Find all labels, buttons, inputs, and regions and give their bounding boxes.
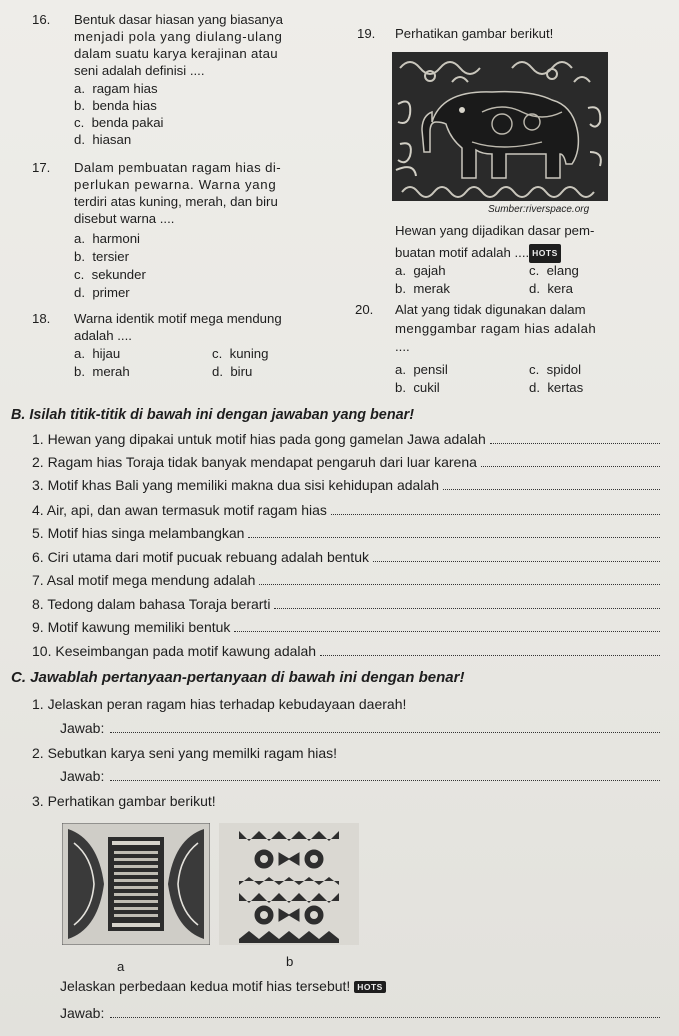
q19-option-d[interactable]: d. kera — [529, 281, 573, 296]
q19-line: buatan motif adalah .... HOTS — [395, 244, 561, 263]
figure-b-label: b — [286, 954, 294, 969]
q20-option-c[interactable]: c. spidol — [529, 362, 582, 377]
fill-item[interactable] — [32, 431, 660, 447]
fill-item[interactable] — [32, 643, 660, 659]
fill-item-text: 5. Motif hias singa melambangkan — [32, 525, 245, 541]
fill-item-text: 2. Ragam hias Toraja tidak banyak mendapat pengaruh dari luar karena — [32, 454, 477, 470]
answer-line[interactable] — [60, 1005, 660, 1021]
section-c-title: C. Jawablah pertanyaan-pertanyaan di bawah ini dengan benar! — [11, 669, 465, 686]
q20-line: .... — [395, 339, 410, 354]
fill-item[interactable] — [32, 572, 660, 588]
answer-blank[interactable] — [274, 596, 660, 609]
answer-blank[interactable] — [110, 768, 660, 781]
q20-option-b[interactable]: b. cukil — [395, 380, 440, 395]
fill-item-text: 1. Hewan yang dipakai untuk motif hias pada gong gamelan Jawa adalah — [32, 431, 486, 447]
hots-badge: HOTS — [529, 244, 561, 263]
answer-line[interactable] — [60, 768, 660, 784]
essay-question-3: 3. Perhatikan gambar berikut! — [32, 793, 216, 809]
q17-line: perlukan pewarna. Warna yang — [74, 177, 277, 192]
answer-label: Jawab: — [60, 1005, 105, 1021]
motif-image-a — [62, 823, 210, 945]
fill-item-text: 9. Motif kawung memiliki bentuk — [32, 619, 231, 635]
q18-number: 18. — [32, 311, 51, 326]
hots-badge: HOTS — [354, 981, 386, 993]
fill-item[interactable] — [32, 596, 660, 612]
q17-option-a[interactable]: a. harmoni — [74, 231, 140, 246]
fill-item[interactable] — [32, 525, 660, 541]
q18-option-a[interactable]: a. hijau — [74, 346, 121, 361]
answer-blank[interactable] — [320, 643, 660, 656]
q17-line: Dalam pembuatan ragam hias di- — [74, 160, 281, 175]
q18-line: adalah .... — [74, 328, 132, 343]
answer-blank[interactable] — [234, 619, 660, 632]
fill-item-text: 6. Ciri utama dari motif pucuak rebuang adalah bentuk — [32, 549, 369, 565]
fill-item[interactable] — [32, 477, 660, 493]
q20-line: Alat yang tidak digunakan dalam — [395, 302, 586, 317]
q19-prompt: Perhatikan gambar berikut! — [395, 26, 554, 41]
answer-blank[interactable] — [110, 1005, 660, 1018]
q19-option-c[interactable]: c. elang — [529, 263, 579, 278]
q16-option-c[interactable]: c. benda pakai — [74, 115, 164, 130]
fill-item-text: 10. Keseimbangan pada motif kawung adalah — [32, 643, 317, 659]
answer-blank[interactable] — [490, 431, 660, 444]
essay-question-2: 2. Sebutkan karya seni yang memilki ragam hias! — [32, 745, 338, 761]
q16-option-d[interactable]: d. hiasan — [74, 132, 132, 147]
q19-line: Hewan yang dijadikan dasar pem- — [395, 223, 595, 238]
q17-option-c[interactable]: c. sekunder — [74, 267, 146, 282]
q16-option-b[interactable]: b. benda hias — [74, 98, 157, 113]
fill-item-text: 3. Motif khas Bali yang memiliki makna dua sisi kehidupan adalah — [32, 477, 439, 493]
motif-image-b — [219, 823, 359, 945]
q17-line: terdiri atas kuning, merah, dan biru — [74, 194, 278, 209]
q20-option-a[interactable]: a. pensil — [395, 362, 448, 377]
fill-item[interactable] — [32, 549, 660, 565]
answer-line[interactable] — [60, 720, 660, 736]
essay-question-3-prompt: Jelaskan perbedaan kedua motif hias tersebut! HOTS — [60, 978, 386, 994]
fill-item-text: 4. Air, api, dan awan termasuk motif ragam hias — [32, 502, 327, 518]
answer-label: Jawab: — [60, 768, 105, 784]
answer-blank[interactable] — [373, 549, 660, 562]
q19-option-a[interactable]: a. gajah — [395, 263, 446, 278]
fill-item-text: 8. Tedong dalam bahasa Toraja berarti — [32, 596, 271, 612]
q18-option-d[interactable]: d. biru — [212, 364, 253, 379]
q18-line: Warna identik motif mega mendung — [74, 311, 282, 326]
answer-blank[interactable] — [331, 502, 660, 515]
fill-item[interactable] — [32, 502, 660, 518]
q16-line: menjadi pola yang diulang-ulang — [74, 29, 283, 44]
answer-blank[interactable] — [481, 454, 660, 467]
answer-label: Jawab: — [60, 720, 105, 736]
q18-option-c[interactable]: c. kuning — [212, 346, 269, 361]
q20-number: 20. — [355, 302, 374, 317]
q17-option-d[interactable]: d. primer — [74, 285, 130, 300]
q16-line: Bentuk dasar hiasan yang biasanya — [74, 12, 283, 27]
q19-image-source: Sumber:riverspace.org — [488, 204, 590, 215]
essay-question-1: 1. Jelaskan peran ragam hias terhadap kebudayaan daerah! — [32, 696, 407, 712]
q16-number: 16. — [32, 12, 51, 27]
figure-a-label: a — [117, 959, 125, 974]
q16-line: seni adalah definisi .... — [74, 63, 205, 78]
q16-option-a[interactable]: a. ragam hias — [74, 81, 158, 96]
q18-option-b[interactable]: b. merah — [74, 364, 130, 379]
elephant-motif-image — [392, 52, 608, 201]
answer-blank[interactable] — [259, 572, 660, 585]
answer-blank[interactable] — [248, 525, 660, 538]
q17-number: 17. — [32, 160, 51, 175]
q16-line: dalam suatu karya kerajinan atau — [74, 46, 278, 61]
q20-option-d[interactable]: d. kertas — [529, 380, 584, 395]
fill-item-text: 7. Asal motif mega mendung adalah — [32, 572, 256, 588]
answer-blank[interactable] — [110, 720, 660, 733]
q19-option-b[interactable]: b. merak — [395, 281, 450, 296]
fill-item[interactable] — [32, 619, 660, 635]
q17-line: disebut warna .... — [74, 211, 175, 226]
q19-number: 19. — [357, 26, 376, 41]
q17-option-b[interactable]: b. tersier — [74, 249, 129, 264]
answer-blank[interactable] — [443, 477, 660, 490]
q20-line: menggambar ragam hias adalah — [395, 321, 597, 336]
fill-item[interactable] — [32, 454, 660, 470]
section-b-title: B. Isilah titik-titik di bawah ini dengan jawaban yang benar! — [11, 407, 415, 423]
